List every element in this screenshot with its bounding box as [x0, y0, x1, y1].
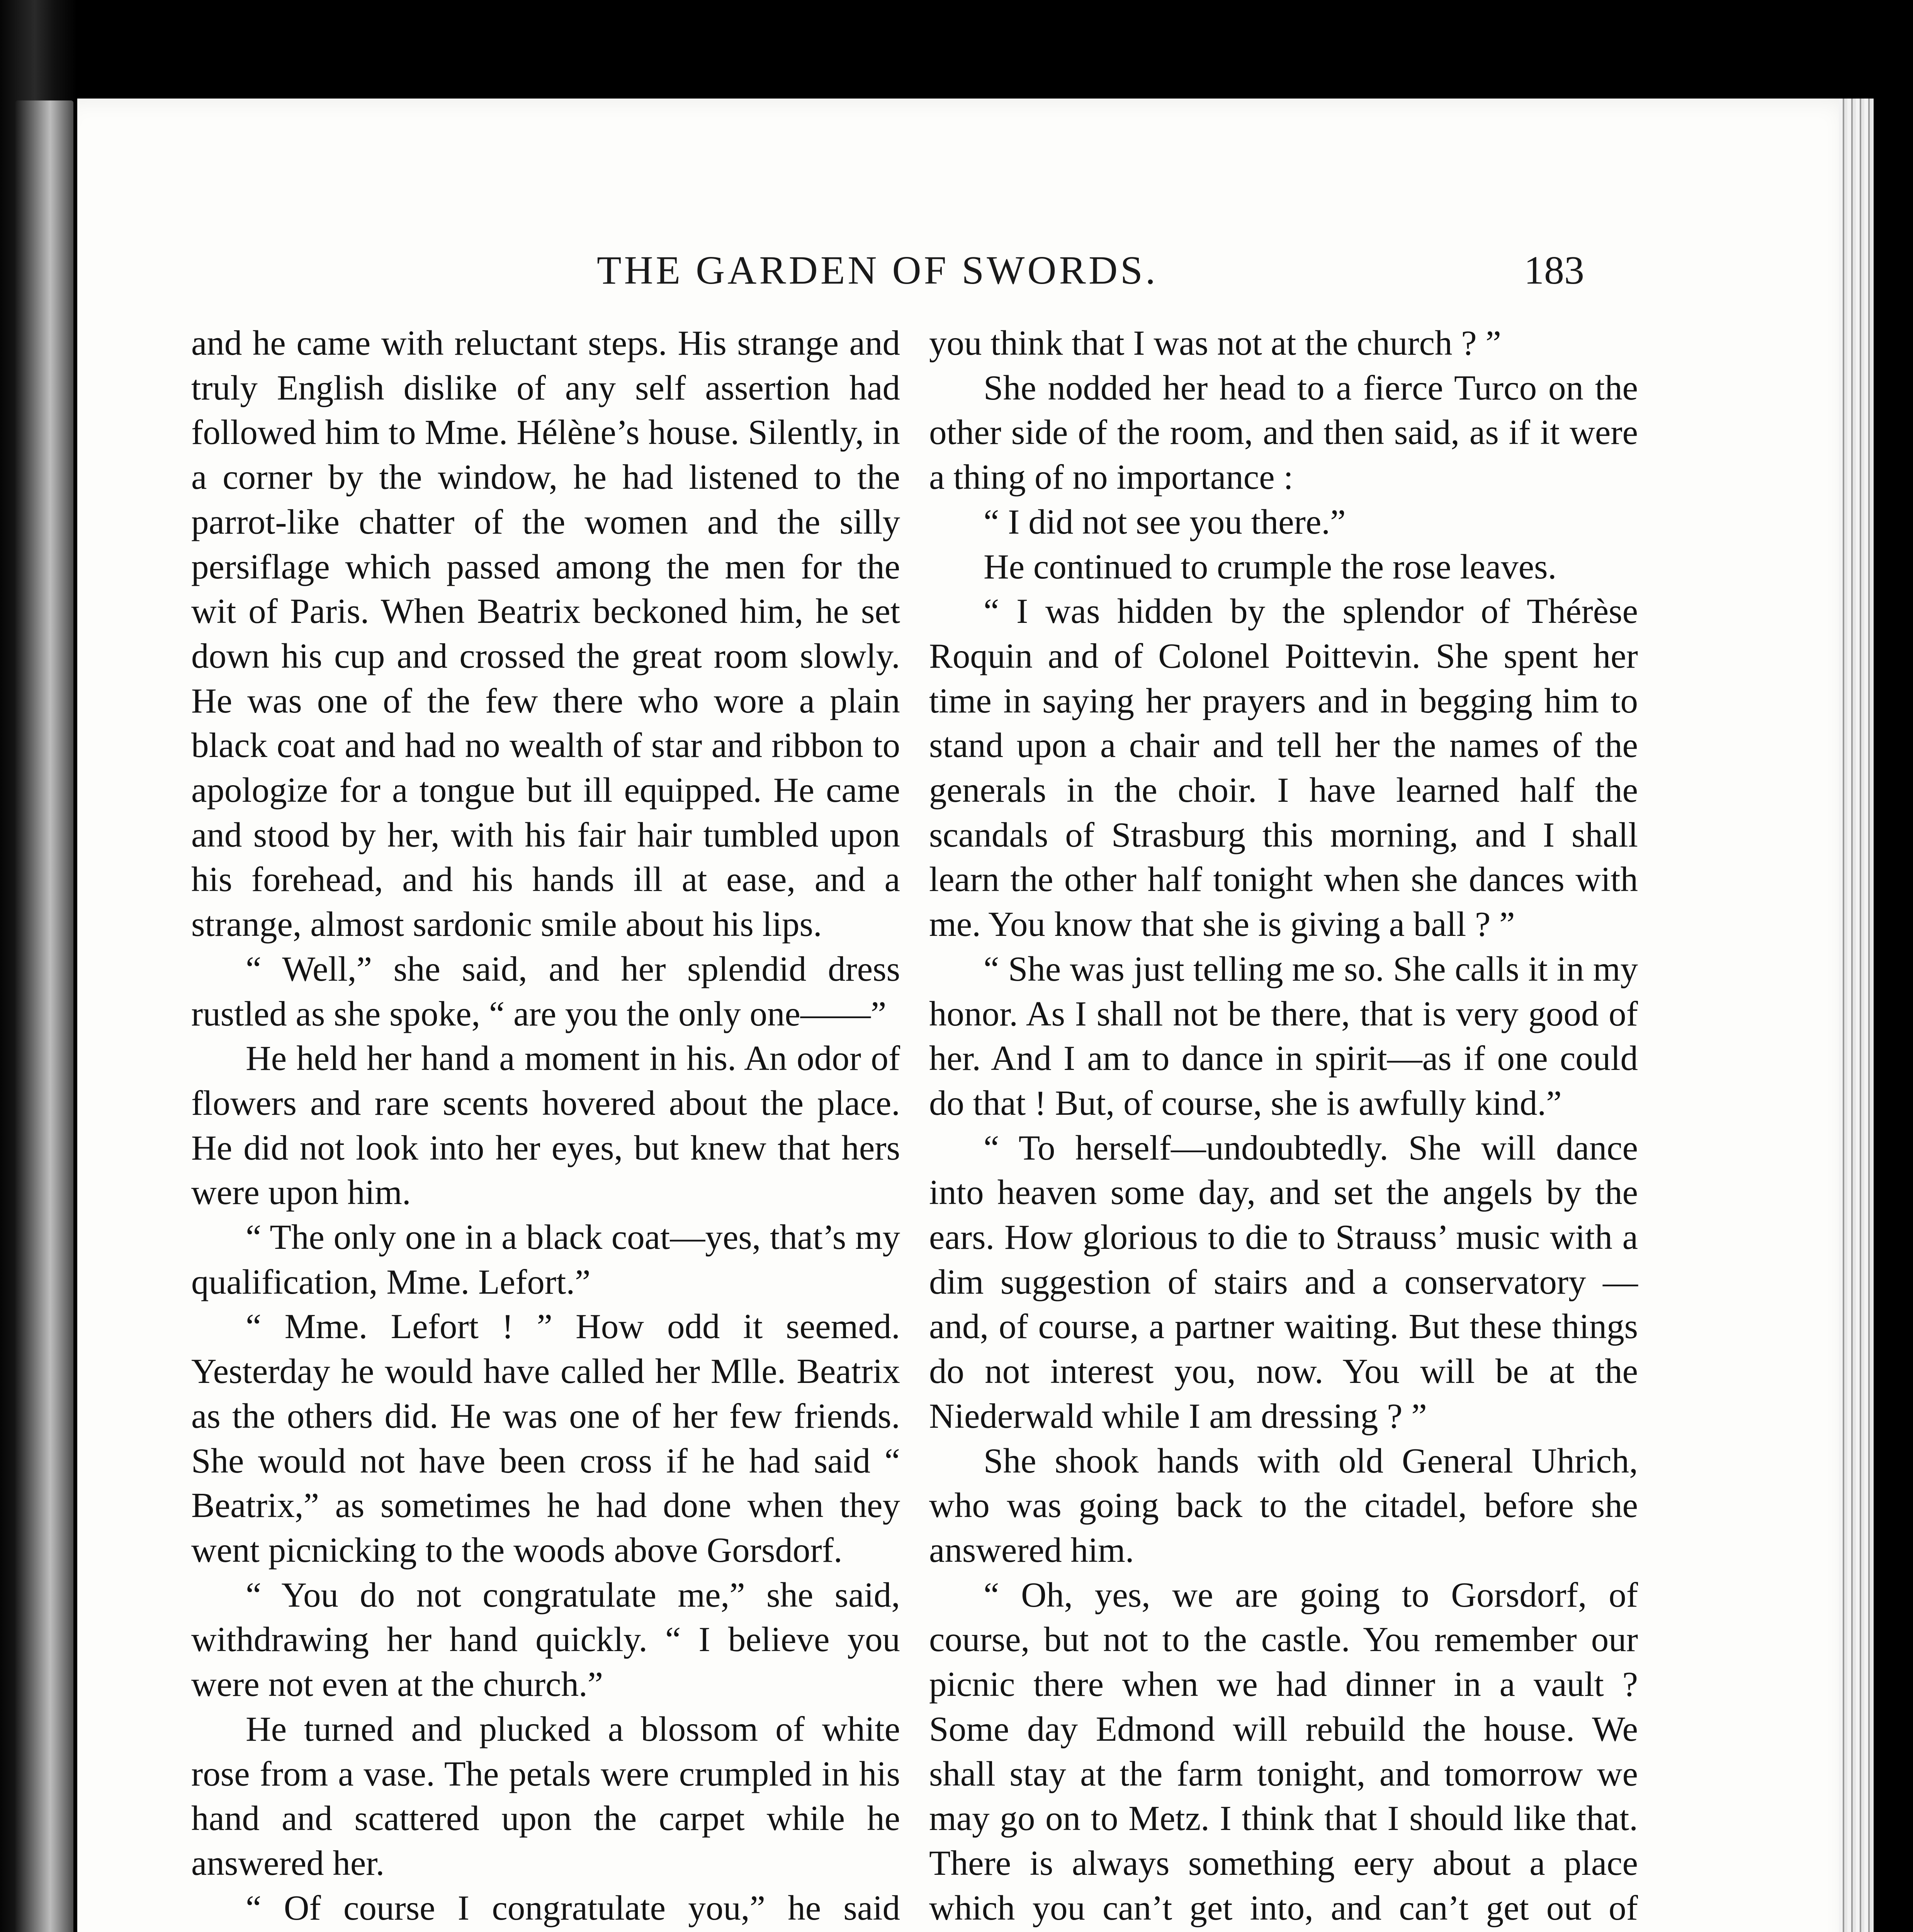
paragraph: “ To herself—undoubtedly. She will dance into heaven some day, and set the angels by the ears. How glorious to die to Strauss’ music with a dim suggestion of stairs and a conservatory —and, of course, a partner waiting. But these things do not interest you, now. You will be at the Niederwald while I am dressing ? ” [929, 1128, 1638, 1435]
paragraph: “ She was just telling me so. She calls it in my honor. As I shall not be there, that is very good of her. And I am to dance in spirit—as if one could do that ! But, of course, she is awfully kind.” [929, 949, 1638, 1122]
paragraph: “ I was hidden by the splendor of Thérèse Roquin and of Colonel Poittevin. She spent her time in saying her prayers and in begging him to stand upon a chair and tell her the names of the generals in the choir. I have learned half the scandals of Strasburg this morning, and I shall learn the other half tonight when she dances with me. You know that she is giving a ball ? ” [929, 592, 1638, 944]
right-page-edge [1839, 99, 1874, 1932]
paragraph: and he came with reluctant steps. His strange and truly English dislike of any self assertion had followed him to Mme. Hélène’s house. Silently, in a corner by the window, he had listened to the parrot-like chatter of the women and the silly persiflage which passed among the men for the wit of Paris. When Beatrix beckoned him, he set down his cup and crossed the great room slowly. He was one of the few there who wore a plain black coat and had no wealth of star and ribbon to apologize for a tongue but ill equipped. He came and stood by her, with his fair hair tumbled upon his forehead, and his hands ill at ease, and a strange, almost sardonic smile about his lips. [191, 323, 900, 944]
page-header [77, 247, 1862, 301]
paragraph: He turned and plucked a blossom of white rose from a vase. The petals were crumpled in his hand and scattered upon the carpet while he answered her. [191, 1709, 900, 1883]
page-number: 183 [1524, 248, 1584, 293]
left-text-column [191, 321, 900, 1932]
paragraph: He held her hand a moment in his. An odor of flowers and rare scents hovered about the place. He did not look into her eyes, but knew that hers were upon him. [191, 1039, 900, 1212]
paragraph: “ I did not see you there.” [984, 502, 1346, 541]
paragraph: “ Of course I congratulate you,” he said [246, 1888, 900, 1927]
paragraph: She shook hands with old General Uhrich, who was going back to the citadel, before she answered him. [929, 1441, 1638, 1570]
paragraph: “ Mme. Lefort ! ” How odd it seemed. Yesterday he would have called her Mlle. Beatrix as the others did. He was one of her few friends. She would not have been cross if he had said “ Beatrix,” as sometimes he had done when they went picnicking to the woods above Gorsdorf. [191, 1307, 900, 1570]
paragraph: you think that I was not at the church ? ” [929, 323, 1501, 362]
paragraph: “ You do not congratulate me,” she said, withdrawing her hand quickly. “ I believe you were not even at the church.” [191, 1575, 900, 1704]
running-title: THE GARDEN OF SWORDS. [597, 248, 1158, 293]
paragraph: “ Oh, yes, we are going to Gorsdorf, of course, but not to the castle. You remember our picnic there when we had dinner in a vault ? Some day Edmond will rebuild the house. We shall stay at the farm tonight, and tomorrow we may go on to Metz. I think that I should like that. There is always something eery about a place which you can’t get into, and can’t get out of [929, 1575, 1638, 1927]
book-page [77, 99, 1862, 1932]
paragraph: He continued to crumple the rose leaves. [984, 547, 1557, 586]
right-text-column [929, 321, 1638, 1932]
left-page-edge [15, 100, 73, 1932]
paragraph: “ Well,” she said, and her splendid dress rustled as she spoke, “ are you the only one——” [191, 949, 900, 1033]
paragraph: She nodded her head to a fierce Turco on the other side of the room, and then said, as if it were a thing of no importance : [929, 368, 1638, 497]
paragraph: “ The only one in a black coat—yes, that’s my qualification, Mme. Lefort.” [191, 1218, 900, 1301]
